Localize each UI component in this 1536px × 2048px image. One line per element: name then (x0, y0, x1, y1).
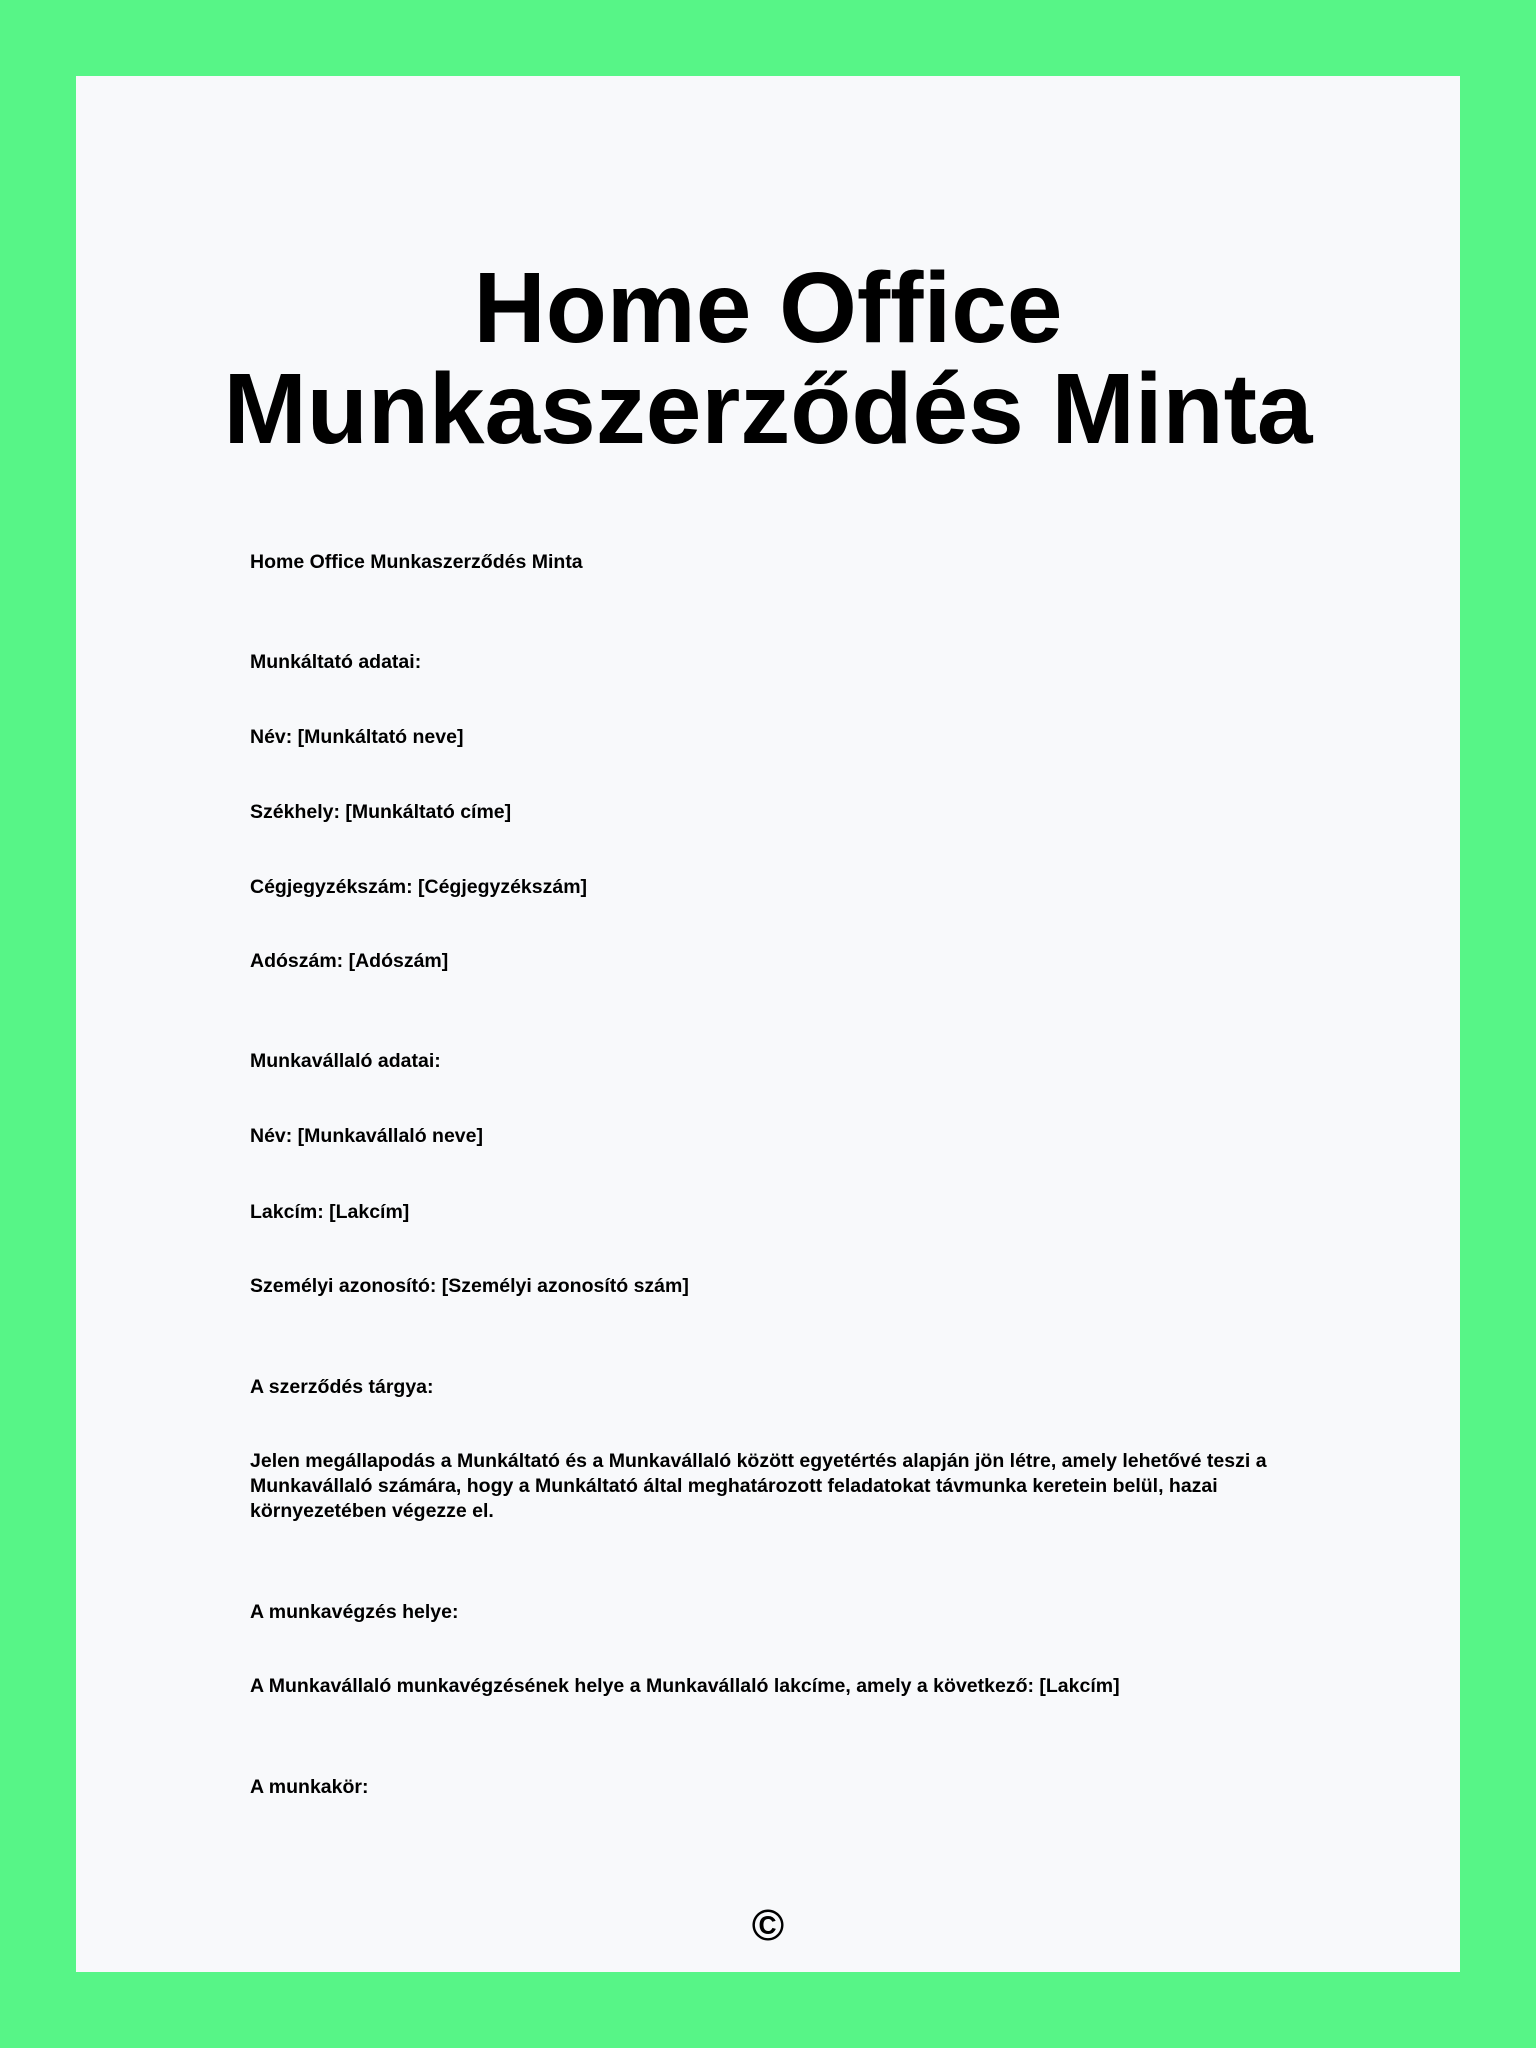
employer-registry: Cégjegyzékszám: [Cégjegyzékszám] (250, 876, 588, 898)
page-title-line-2: Munkaszerződés Minta (223, 353, 1313, 465)
employee-address: Lakcím: [Lakcím] (250, 1201, 410, 1223)
employer-seat: Székhely: [Munkáltató címe] (250, 801, 512, 823)
employee-heading: Munkavállaló adatai: (250, 1050, 441, 1072)
workplace-heading: A munkavégzés helye: (250, 1601, 459, 1623)
workplace-text: A Munkavállaló munkavégzésének helye a Munkavállaló lakcíme, amely a következő: [Lakcím] (250, 1675, 1120, 1697)
job-heading: A munkakör: (250, 1776, 369, 1798)
copyright-icon: © (751, 1901, 785, 1950)
subject-heading: A szerződés tárgya: (250, 1376, 434, 1398)
employer-heading: Munkáltató adatai: (250, 651, 422, 673)
document-heading: Home Office Munkaszerződés Minta (250, 551, 583, 573)
employee-name: Név: [Munkavállaló neve] (250, 1125, 483, 1147)
employer-name: Név: [Munkáltató neve] (250, 726, 464, 748)
employer-tax: Adószám: [Adószám] (250, 950, 449, 972)
subject-text: Jelen megállapodás a Munkáltató és a Munkavállaló között egyetértés alapján jön létre, amely lehetővé teszi a Munkavállaló számára, hogy a Munkáltató által meghatározott feladatokat távmunka keretein belül, hazai környezetében végezze el. (250, 1450, 1267, 1522)
page-title-line-1: Home Office (473, 252, 1063, 364)
employee-id: Személyi azonosító: [Személyi azonosító szám] (250, 1275, 689, 1297)
